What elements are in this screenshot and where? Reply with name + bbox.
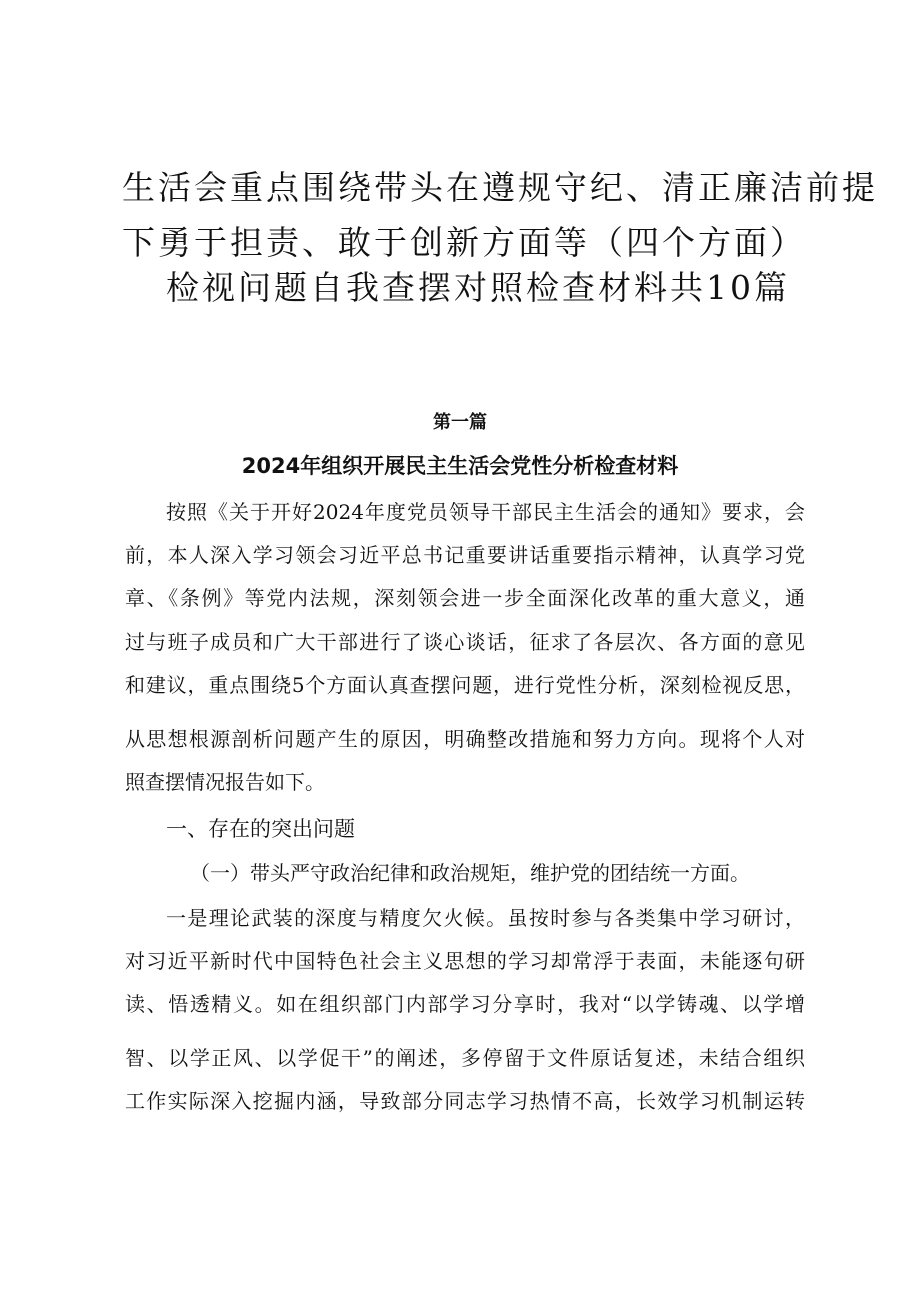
intro-paragraph-line: 和建议，重点围绕5个方面认真查摆问题，进行党性分析，深刻检视反思， [125, 673, 805, 697]
intro-paragraph-line: 章、《条例》等党内法规，深刻领会进一步全面深化改革的重大意义，通 [125, 586, 805, 610]
intro-paragraph-line: 过与班子成员和广大干部进行了谈心谈话，征求了各层次、各方面的意见 [125, 630, 805, 654]
body-paragraph-line: 智、以学正风、以学促干”的阐述，多停留于文件原话复述，未结合组织 [125, 1046, 805, 1070]
intro-paragraph-line: 前，本人深入学习领会习近平总书记重要讲话重要指示精神，认真学习党 [125, 543, 805, 567]
document-title-line-2: 下勇于担责、敢于创新方面等（四个方面） [122, 223, 806, 262]
heading-problems: 一、存在的突出问题 [166, 817, 355, 841]
body-paragraph-line: 对习近平新时代中国特色社会主义思想的学习却常浮于表面，未能逐句研 [125, 949, 805, 973]
body-paragraph-line: 工作实际深入挖掘内涵，导致部分同志学习热情不高，长效学习机制运转 [125, 1089, 805, 1113]
document-title-line-3: 检视问题自我查摆对照检查材料共10篇 [166, 268, 790, 307]
body-paragraph-line: 一是理论武装的深度与精度欠火候。虽按时参与各类集中学习研讨， [166, 906, 805, 930]
intro-paragraph-line: 从思想根源剖析问题产生的原因，明确整改措施和努力方向。现将个人对 [125, 727, 805, 751]
intro-paragraph-line: 按照《关于开好2024年度党员领导干部民主生活会的通知》要求，会 [166, 500, 805, 524]
body-paragraph-line: 读、悟透精义。如在组织部门内部学习分享时，我对“以学铸魂、以学增 [125, 992, 805, 1016]
article-title: 2024年组织开展民主生活会党性分析检查材料 [241, 454, 679, 478]
sub-heading-political-discipline: （一）带头严守政治纪律和政治规矩，维护党的团结统一方面。 [190, 861, 750, 885]
document-title-line-1: 生活会重点围绕带头在遵规守纪、清正廉洁前提 [122, 168, 878, 207]
intro-paragraph-line: 照查摆情况报告如下。 [125, 770, 325, 794]
section-label: 第一篇 [433, 412, 487, 433]
